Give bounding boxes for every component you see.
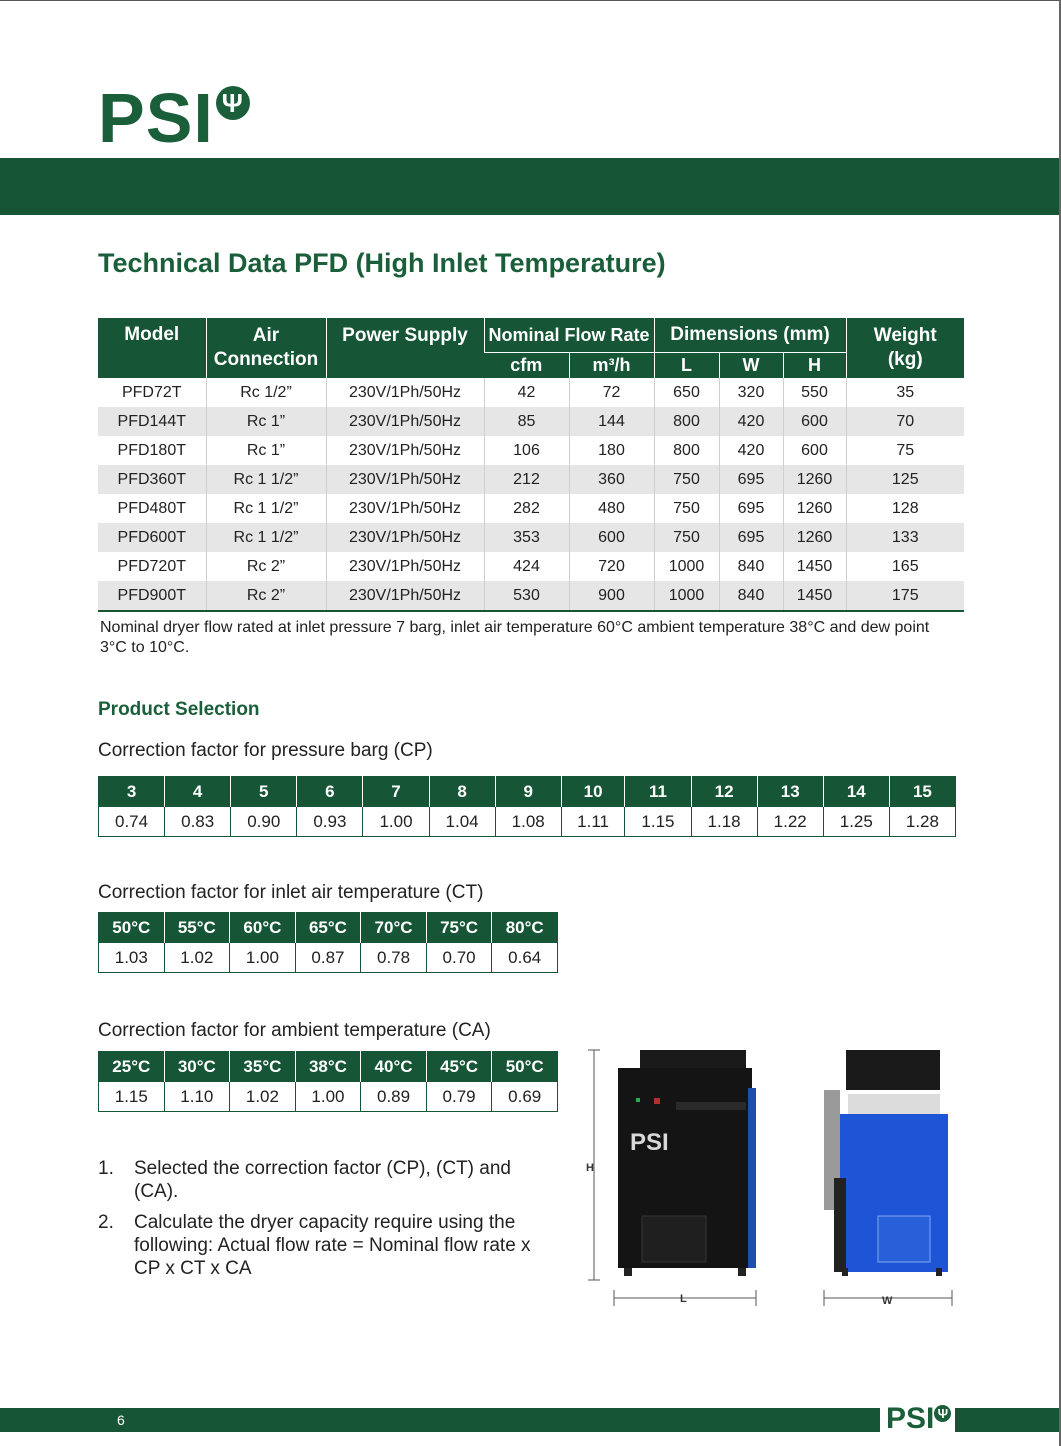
- ca-value-cell: 1.00: [295, 1082, 361, 1112]
- table-cell: 165: [846, 552, 964, 581]
- cp-header-cell: 10: [561, 777, 625, 808]
- table-cell: Rc 1 1/2”: [206, 523, 326, 552]
- header-nominal-flow-rate: Nominal Flow Rate: [484, 318, 654, 353]
- ct-label: Correction factor for inlet air temperature (CT): [98, 882, 484, 903]
- cp-value-cell: 1.15: [625, 807, 691, 837]
- cp-table: [98, 776, 956, 837]
- cp-value-cell: 1.11: [561, 807, 625, 837]
- table-cell: 750: [654, 465, 719, 494]
- cp-header-cell: 15: [889, 777, 955, 808]
- cp-header-cell: 3: [99, 777, 165, 808]
- table-cell: 230V/1Ph/50Hz: [326, 436, 484, 465]
- header-width: W: [719, 353, 783, 379]
- dryer-side-view: [824, 1050, 952, 1307]
- table-cell: PFD720T: [117, 557, 186, 575]
- cp-value-cell: 1.28: [889, 807, 955, 837]
- table-cell: 35: [846, 378, 964, 407]
- table-cell: 750: [654, 494, 719, 523]
- table-cell: 420: [719, 407, 783, 436]
- ca-label: Correction factor for ambient temperature (CA): [98, 1020, 491, 1041]
- table-cell: 530: [484, 581, 569, 611]
- table-cell: 695: [719, 465, 783, 494]
- table-cell: 695: [719, 523, 783, 552]
- table-cell: 695: [719, 494, 783, 523]
- table-cell: 900: [569, 581, 654, 611]
- cp-value-cell: 1.22: [757, 807, 823, 837]
- ca-value-cell: 0.79: [426, 1082, 492, 1112]
- table-cell: Rc 2”: [206, 581, 326, 611]
- table-cell: 230V/1Ph/50Hz: [326, 378, 484, 407]
- table-cell: 72: [569, 378, 654, 407]
- table-cell: 424: [484, 552, 569, 581]
- table-cell: 128: [846, 494, 964, 523]
- table-cell: 1450: [783, 552, 846, 581]
- cp-header-cell: 14: [823, 777, 889, 808]
- table-cell: 144: [569, 407, 654, 436]
- step-1: 1. Selected the correction factor (CP), (CT) and (CA).: [98, 1158, 511, 1202]
- table-cell: 550: [783, 378, 846, 407]
- table-cell: 230V/1Ph/50Hz: [326, 494, 484, 523]
- table-cell: 750: [654, 523, 719, 552]
- header-model: Model: [98, 318, 206, 378]
- table-cell: 1260: [783, 494, 846, 523]
- ca-header-cell: 35°C: [230, 1052, 296, 1083]
- ca-header-cell: 30°C: [164, 1052, 230, 1083]
- cp-header-cell: 9: [495, 777, 561, 808]
- ct-value-cell: 1.03: [114, 947, 148, 967]
- cp-label: Correction factor for pressure barg (CP): [98, 740, 433, 761]
- table-cell: 600: [783, 436, 846, 465]
- ca-table: [98, 1051, 558, 1112]
- ct-value-cell: 0.87: [295, 943, 361, 973]
- cp-header-cell: 12: [691, 777, 757, 808]
- table-cell: 600: [569, 523, 654, 552]
- cp-value-cell: 1.04: [429, 807, 495, 837]
- ct-value-cell: 1.02: [164, 943, 230, 973]
- ct-table: [98, 912, 558, 973]
- table-cell: PFD480T: [117, 499, 186, 517]
- cp-value-cell: 1.00: [363, 807, 429, 837]
- table-cell: 180: [569, 436, 654, 465]
- header-length: L: [654, 353, 719, 379]
- step-2: 2. Calculate the dryer capacity require using the following: Actual flow rate = Nominal flow rate x CP x CT x CA: [98, 1212, 531, 1279]
- ct-header-cell: 65°C: [295, 913, 361, 944]
- table-cell: 70: [846, 407, 964, 436]
- header-height: H: [783, 353, 846, 379]
- ca-header-cell: 40°C: [361, 1052, 427, 1083]
- ca-value-cell: 1.10: [164, 1082, 230, 1112]
- cp-value-cell: 1.18: [691, 807, 757, 837]
- ct-header-cell: 60°C: [230, 913, 296, 944]
- table-cell: PFD144T: [98, 407, 206, 436]
- table-cell: 800: [654, 407, 719, 436]
- table-cell: 85: [484, 407, 569, 436]
- table-cell: 230V/1Ph/50Hz: [326, 465, 484, 494]
- table-row: [98, 407, 964, 436]
- dim-h-label: H: [586, 1162, 594, 1174]
- header-air-connection: Air Connection: [206, 318, 326, 378]
- table-cell: 840: [719, 581, 783, 611]
- table-cell: 720: [569, 552, 654, 581]
- ca-header-cell: 38°C: [295, 1052, 361, 1083]
- table-cell: Rc 2”: [206, 552, 326, 581]
- table-row: [98, 581, 964, 611]
- ca-header-cell: 25°C: [99, 1052, 165, 1083]
- page-number: 6: [117, 1412, 125, 1428]
- cp-header-cell: 11: [625, 777, 691, 808]
- technical-data-table: [98, 318, 964, 612]
- ca-value-cell: 0.69: [492, 1082, 558, 1112]
- table-cell: 106: [484, 436, 569, 465]
- cp-value-cell: 1.08: [495, 807, 561, 837]
- table-cell: PFD900T: [98, 581, 206, 611]
- cp-header-cell: 7: [363, 777, 429, 808]
- cp-value-cell: 0.93: [297, 807, 363, 837]
- table-cell: Rc 1”: [206, 436, 326, 465]
- ca-header-cell: 45°C: [426, 1052, 492, 1083]
- table-cell: Rc 1/2”: [206, 378, 326, 407]
- table-cell: 212: [484, 465, 569, 494]
- header-power-supply: Power Supply: [326, 318, 484, 378]
- header-cfm: cfm: [484, 353, 569, 379]
- table-cell: 133: [846, 523, 964, 552]
- table-cell: Rc 1 1/2”: [206, 494, 326, 523]
- ct-value-cell: 0.78: [361, 943, 427, 973]
- dim-l-label: L: [680, 1293, 687, 1305]
- table-cell: 1260: [783, 523, 846, 552]
- table-cell: 230V/1Ph/50Hz: [326, 581, 484, 611]
- cp-value-cell: 0.90: [231, 807, 297, 837]
- table-cell: 282: [484, 494, 569, 523]
- page-title: Technical Data PFD (High Inlet Temperature): [98, 248, 666, 278]
- table-cell: 353: [484, 523, 569, 552]
- dryer-product-images: [578, 1028, 968, 1318]
- table-cell: 1000: [654, 581, 719, 611]
- ct-header-cell: 70°C: [361, 913, 427, 944]
- footer-bar-right: [955, 1408, 1059, 1432]
- ct-header-cell: 80°C: [492, 913, 558, 944]
- table-row: [98, 523, 964, 552]
- header-weight: Weight (kg): [846, 318, 964, 378]
- ct-header-cell: 50°C: [99, 913, 165, 944]
- cp-header-cell: 8: [429, 777, 495, 808]
- dryer-front-view: [586, 1050, 756, 1306]
- table-cell: 320: [719, 378, 783, 407]
- table-cell: PFD360T: [98, 465, 206, 494]
- ct-value-cell: 1.00: [230, 943, 296, 973]
- ct-header-cell: 55°C: [164, 913, 230, 944]
- table-cell: 800: [654, 436, 719, 465]
- psi-logo: PSI Ψ: [98, 78, 250, 158]
- ca-value-cell: 0.89: [361, 1082, 427, 1112]
- product-selection-heading: Product Selection: [98, 699, 260, 720]
- table-cell: 230V/1Ph/50Hz: [326, 552, 484, 581]
- ct-value-cell: 0.70: [426, 943, 492, 973]
- flow-rating-note: Nominal dryer flow rated at inlet pressure 7 barg, inlet air temperature 60°C ambient temperature 38°C and dew point 3°C to 10°C.: [100, 619, 930, 656]
- table-cell: 75: [846, 436, 964, 465]
- footer-logo: PSI Ψ: [886, 1402, 951, 1436]
- table-cell: 650: [654, 378, 719, 407]
- table-cell: 175: [846, 581, 964, 611]
- table-cell: 230V/1Ph/50Hz: [326, 523, 484, 552]
- ca-value-cell: 1.02: [230, 1082, 296, 1112]
- ca-value-cell: 1.15: [114, 1086, 148, 1106]
- header-m3h: m³/h: [569, 353, 654, 379]
- table-cell: PFD600T: [98, 523, 206, 552]
- table-cell: Rc 1 1/2”: [206, 465, 326, 494]
- table-cell: 1260: [783, 465, 846, 494]
- cp-value-cell: 0.83: [165, 807, 231, 837]
- cp-value-cell: 0.74: [115, 811, 149, 831]
- psi-symbol-icon-small: Ψ: [934, 1405, 951, 1422]
- table-cell: 230V/1Ph/50Hz: [326, 407, 484, 436]
- footer-bar: [0, 1408, 880, 1432]
- cp-header-cell: 5: [231, 777, 297, 808]
- cp-header-cell: 6: [297, 777, 363, 808]
- table-row: [98, 465, 964, 494]
- table-cell: 42: [484, 378, 569, 407]
- table-cell: PFD180T: [117, 441, 186, 459]
- ca-header-cell: 50°C: [492, 1052, 558, 1083]
- top-border: [0, 0, 1061, 1]
- table-cell: 1000: [654, 552, 719, 581]
- table-cell: Rc 1”: [206, 407, 326, 436]
- ct-value-cell: 0.64: [492, 943, 558, 973]
- table-row: [98, 494, 964, 523]
- table-cell: 360: [569, 465, 654, 494]
- ct-header-cell: 75°C: [426, 913, 492, 944]
- cp-value-cell: 1.25: [823, 807, 889, 837]
- dim-w-label: W: [882, 1295, 893, 1307]
- table-cell: 125: [846, 465, 964, 494]
- table-cell: 420: [719, 436, 783, 465]
- calculation-steps: [98, 1157, 538, 1288]
- unit-logo: PSI: [630, 1129, 669, 1156]
- table-cell: 1450: [783, 581, 846, 611]
- cp-header-cell: 4: [165, 777, 231, 808]
- table-cell: PFD72T: [121, 383, 182, 401]
- table-cell: 600: [783, 407, 846, 436]
- table-cell: 840: [719, 552, 783, 581]
- cp-header-cell: 13: [757, 777, 823, 808]
- header-dimensions: Dimensions (mm): [654, 318, 846, 353]
- psi-symbol-icon: Ψ: [216, 86, 250, 120]
- green-banner: [0, 158, 1059, 215]
- table-row: [98, 378, 964, 407]
- table-row: [98, 436, 964, 465]
- table-cell: 480: [569, 494, 654, 523]
- table-row: [98, 552, 964, 581]
